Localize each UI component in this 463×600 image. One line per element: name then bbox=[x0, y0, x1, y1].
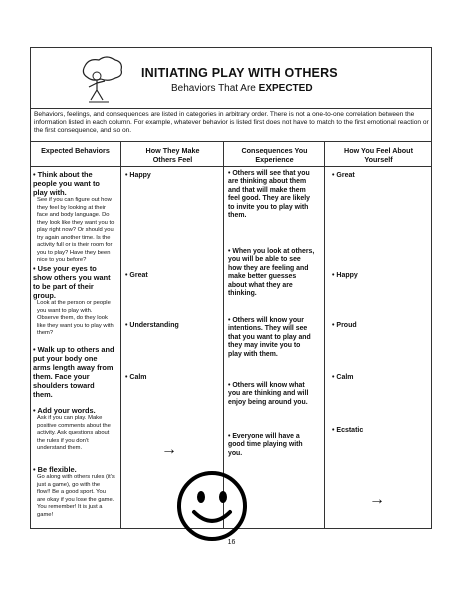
consequence-item: • Others will see that you are thinking about them and that will make them feel good. They are likely to invite you to play with them. bbox=[228, 170, 310, 220]
self-feeling-item: • Ecstatic bbox=[332, 427, 364, 434]
header-divider bbox=[31, 166, 431, 167]
consequence-item: • Others will know what you are thinking and will enjoy being around you. bbox=[228, 382, 309, 406]
column-header-others-feel: How They Make Others Feel bbox=[145, 146, 200, 164]
feeling-item: • Calm bbox=[125, 374, 147, 381]
column-header-behaviors: Expected Behaviors bbox=[41, 146, 110, 155]
arrow-right-icon: → bbox=[161, 441, 177, 458]
player-figure-icon bbox=[73, 52, 129, 108]
consequence-item: • Everyone will have a good time playing with you. bbox=[228, 433, 303, 457]
feeling-item: • Happy bbox=[125, 172, 151, 179]
feeling-item: • Great bbox=[125, 272, 148, 279]
arrow-right-icon: → bbox=[369, 491, 385, 508]
column-header-self-feel: How You Feel About Yourself bbox=[344, 146, 413, 164]
behavior-item: • Use your eyes to show others you want to be part of their group. Look at the person or people you want to play with. Observe them, do they look like they want you to play with them? bbox=[33, 264, 114, 336]
behavior-item: • Be flexible. Go along with others rules (it's just a game), go with the flow!! Be a good sport. You are okay if you lose the game. You remember! It is just a game! bbox=[33, 465, 115, 518]
consequence-item: • When you look at others, you will be able to see how they are feeling and make better guesses about what they are thinking. bbox=[228, 248, 315, 298]
self-feeling-item: • Proud bbox=[332, 322, 357, 329]
behavior-item: • Think about the people you want to play with. See if you can figure out how they feel by looking at their face and body language. Do they look like they want you to play right now? Or should you try again another time. Is the activity full or is their room for you to play? Have they been nice to you before? bbox=[33, 170, 115, 263]
page-number: 16 bbox=[227, 539, 236, 546]
consequence-item: • Others will know your intentions. They will see that you want to play and they may invite you to play with them. bbox=[228, 317, 311, 358]
self-feeling-item: • Great bbox=[332, 172, 355, 179]
page-title: INITIATING PLAY WITH OTHERS bbox=[141, 66, 338, 80]
worksheet-header bbox=[31, 48, 431, 109]
behavior-item: • Walk up to others and put your body one arms length away from them. Face your shoulders toward them. bbox=[33, 345, 115, 399]
column-header-consequences: Consequences You Experience bbox=[241, 146, 308, 164]
worksheet-frame bbox=[30, 47, 432, 529]
feeling-item: • Understanding bbox=[125, 322, 179, 329]
intro-paragraph: Behaviors, feelings, and consequences are listed in categories in arbitrary order. There is not a one-to-one correlation between the information listed in each column. For example, whatever behavior is listed first does not have to match to the first emotional reaction or the first consequence, and so on. bbox=[34, 111, 429, 134]
smiley-face-icon bbox=[176, 470, 248, 542]
column-self-feel bbox=[324, 142, 432, 529]
self-feeling-item: • Calm bbox=[332, 374, 354, 381]
behavior-item: • Add your words. Ask if you can play. Make positive comments about the activity. Ask questions about the rules if you don't understand them. bbox=[33, 406, 111, 451]
page-subtitle: Behaviors That Are EXPECTED bbox=[171, 83, 313, 94]
self-feeling-item: • Happy bbox=[332, 272, 358, 279]
